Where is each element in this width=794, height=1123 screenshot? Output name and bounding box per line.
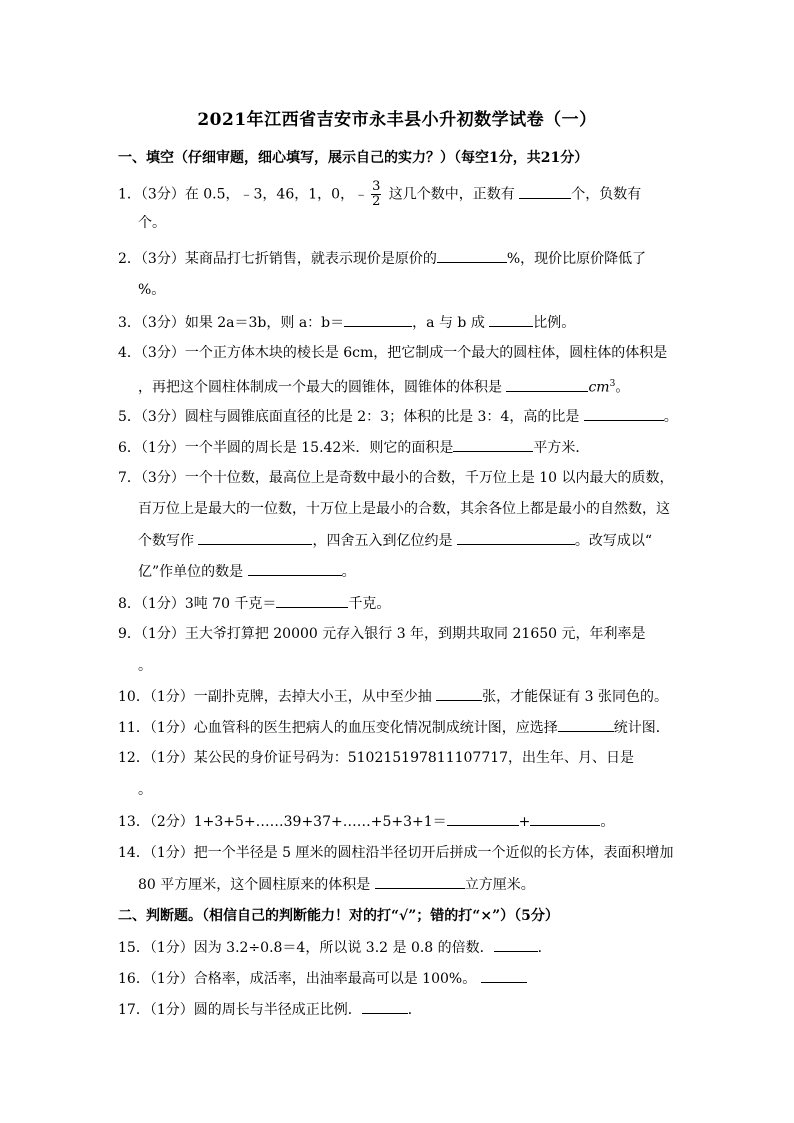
question-8: 8．（1分）3吨 70 千克＝ 千克。 (118, 593, 390, 614)
answer-blank (276, 593, 348, 608)
question-17: 17．（1分）圆的周长与半径成正比例． ． (118, 999, 422, 1020)
answer-blank (506, 377, 588, 392)
answer-blank (481, 968, 527, 983)
section-heading-true-false: 二、判断题。（相信自己的判断能力！对的打“√”；错的打“×”）（5分） (118, 908, 559, 924)
answer-blank (436, 686, 482, 701)
question-12-cont: 。 (138, 782, 152, 798)
answer-blank (447, 811, 519, 826)
question-1: 1．（3分）在 0.5，﹣3，46，1，0，﹣ $\frac{3}{2}$ 这几个数中，正数有 个，负数有 (118, 179, 642, 209)
question-16: 16．（1分）合格率，成活率，出油率最高可以是 100%。 (118, 968, 527, 989)
question-11: 11．（1分）心血管科的医生把病人的血压变化情况制成统计图，应选择 统计图． (118, 717, 670, 738)
answer-blank (453, 437, 533, 452)
answer-blank (584, 406, 664, 421)
question-7-cont-2: 个数写作 ，四舍五入到亿位约是 。改写成以“ (138, 530, 652, 551)
answer-blank (489, 312, 533, 327)
answer-blank (519, 184, 571, 199)
question-4: 4．（3分）一个正方体木块的棱长是 6cm，把它制成一个最大的圆柱体，圆柱体的体积是 (118, 345, 668, 361)
question-5: 5．（3分）圆柱与圆锥底面直径的比是 2：3；体积的比是 3：4，高的比是 。 (118, 406, 678, 427)
question-9: 9．（1分）王大爷打算把 20000 元存入银行 3 年，到期共取同 21650 元，年利率是 (118, 626, 646, 642)
question-7: 7．（3分）一个十位数，最高位上是奇数中最小的合数，千万位上是 10 以内最大的质数， (118, 470, 674, 486)
question-6: 6．（1分）一个半圆的周长是 15.42米．则它的面积是 平方米． (118, 437, 589, 458)
question-2: 2．（3分）某商品打七折销售，就表示现价是原价的 %，现价比原价降低了 (118, 248, 646, 269)
answer-blank (494, 937, 538, 952)
answer-blank (530, 811, 600, 826)
section-heading-fill-blank: 一、填空（仔细审题，细心填写，展示自己的实力？）（每空1分，共21分） (118, 150, 589, 166)
answer-blank (375, 874, 465, 889)
question-9-cont: 。 (138, 658, 152, 674)
question-13: 13．（2分）1+3+5+……39+37+……+5+3+1＝ + 。 (118, 811, 614, 832)
question-15: 15．（1分）因为 3.2÷0.8＝4，所以说 3.2 是 0.8 的倍数． ． (118, 937, 552, 958)
question-4-cont: ，再把这个圆柱体制成一个最大的圆锥体，圆锥体的体积是 $cm^3$。 (138, 374, 629, 398)
answer-blank (558, 717, 614, 732)
question-7-cont-1: 百万位上是最大的一位数，十万位上是最小的合数，其余各位上都是最小的自然数，这 (138, 501, 670, 517)
answer-blank (457, 530, 575, 545)
answer-blank (344, 312, 412, 327)
question-3: 3．（3分）如果 2a＝3b，则 a：b＝ ，a 与 b 成 比例。 (118, 312, 575, 333)
fraction: $\frac{3}{2}$ (372, 179, 381, 209)
answer-blank (437, 248, 507, 263)
question-10: 10．（1分）一副扑克牌，去掉大小王，从中至少抽 张，才能保证有 3 张同色的。 (118, 686, 668, 707)
answer-blank (248, 561, 342, 576)
page-title: 2021年江西省吉安市永丰县小升初数学试卷（一） (197, 110, 597, 130)
question-14: 14．（1分）把一个半径是 5 厘米的圆柱沿半径切开后拼成一个近似的长方体，表面积增加 (118, 845, 674, 861)
answer-blank (198, 530, 312, 545)
question-7-cont-3: 亿”作单位的数是 。 (138, 561, 356, 582)
question-2-cont: %。 (138, 282, 166, 298)
question-1-cont: 个。 (138, 215, 166, 231)
question-12: 12．（1分）某公民的身价证号码为：510215197811107717，出生年、月、日是 (118, 750, 635, 766)
question-14-cont: 80 平方厘米，这个圆柱原来的体积是 立方厘米。 (138, 874, 535, 895)
answer-blank (362, 999, 408, 1014)
